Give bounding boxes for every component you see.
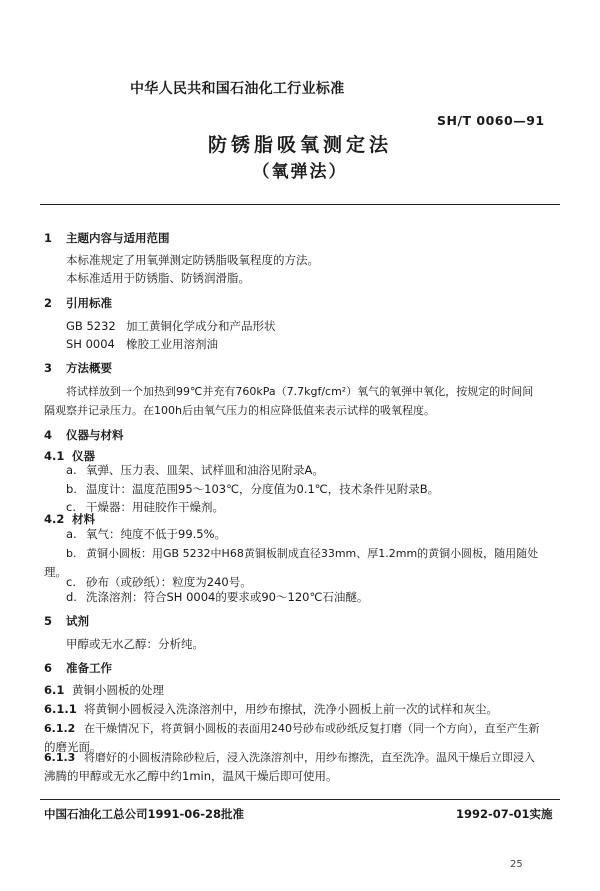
- list-item: b. 温度计：温度范围95～103℃，分度值为0.1℃，技术条件见附录B。: [66, 482, 440, 496]
- section-2-heading: 2 引用标准: [44, 296, 112, 310]
- subsection-4-2-heading: 4.2 材料: [44, 512, 95, 526]
- section-3-heading: 3 方法概要: [44, 361, 112, 375]
- reference-code: GB 5232: [66, 319, 116, 333]
- reference-title: 橡胶工业用溶剂油: [126, 337, 218, 351]
- paragraph-6-1-3-continuation: 沸腾的甲醇或无水乙醇中约1min，温风干燥后即可使用。: [44, 769, 338, 783]
- list-item: c. 砂布（或砂纸）：粒度为240号。: [66, 575, 252, 589]
- list-item: a. 氧气：纯度不低于99.5%。: [66, 527, 227, 541]
- approval-note: 中国石油化工总公司1991-06-28批准: [44, 807, 245, 821]
- paragraph-6-1-2-continuation: 的磨光面。: [44, 740, 102, 754]
- paragraph-6-1-2: 6.1.2 在干燥情况下，将黄铜小圆板的表面用240号砂布或砂纸反复打磨（同一个方向），直至产生新: [44, 722, 540, 735]
- paragraph-6-1-1: 6.1.1 将黄铜小圆板浸入洗涤溶剂中，用纱布擦拭，洗净小圆板上前一次的试样和灰尘。: [44, 702, 498, 716]
- document-title: 防锈脂吸氧测定法: [207, 134, 392, 156]
- subsection-4-1-heading: 4.1 仪器: [44, 449, 95, 463]
- paragraph-6-1-3: 6.1.3 将磨好的小圆板清除砂粒后，浸入洗涤溶剂中，用纱布擦洗，直至洗净。温风干燥后立即浸入: [44, 751, 535, 764]
- reference-row: [66, 318, 276, 334]
- reference-code: SH 0004: [66, 337, 115, 351]
- section-5-line: 甲醇或无水乙醇：分析纯。: [66, 637, 204, 651]
- reference-title: 加工黄铜化学成分和产品形状: [126, 319, 276, 333]
- section-1-line: 本标准规定了用氧弹测定防锈脂吸氧程度的方法。: [66, 253, 319, 267]
- top-divider: [40, 204, 560, 205]
- organization-title: 中华人民共和国石油化工行业标准: [130, 81, 345, 97]
- implementation-date: 1992-07-01实施: [456, 807, 553, 821]
- standard-code: SH/T 0060—91: [437, 113, 545, 128]
- section-1-line: 本标准适用于防锈脂、防锈润滑脂。: [66, 271, 250, 285]
- section-4-heading: 4 仪器与材料: [44, 428, 124, 442]
- list-item: d. 洗涤溶剂：符合SH 0004的要求或90～120℃石油醚。: [66, 590, 369, 604]
- list-item: c. 干燥器：用硅胶作干燥剂。: [66, 500, 224, 514]
- page-number: 25: [510, 859, 523, 870]
- list-item-continuation: 理。: [44, 565, 67, 579]
- section-3-line: 将试样放到一个加热到99℃并充有760kPa（7.7kgf/cm²）氧气的氧弹中氧化，按规定的时间间: [66, 385, 534, 398]
- bottom-divider: [40, 799, 560, 800]
- list-item: a. 氧弹、压力表、皿架、试样皿和油浴见附录A。: [66, 463, 324, 477]
- reference-row: [66, 336, 218, 352]
- document-subtitle: （氧弹法）: [252, 162, 348, 182]
- list-item: b. 黄铜小圆板：用GB 5232中H68黄铜板制成直径33mm、厚1.2mm的黄铜小圆板，随用随处: [66, 547, 539, 560]
- section-5-heading: 5 试剂: [44, 614, 89, 628]
- subsection-6-1-heading: 6.1 黄铜小圆板的处理: [44, 683, 164, 697]
- section-6-heading: 6 准备工作: [44, 661, 112, 675]
- section-3-line: 隔观察并记录压力。在100h后由氧气压力的相应降低值来表示试样的吸氧程度。: [44, 404, 435, 417]
- section-1-heading: 1 主题内容与适用范围: [44, 231, 170, 245]
